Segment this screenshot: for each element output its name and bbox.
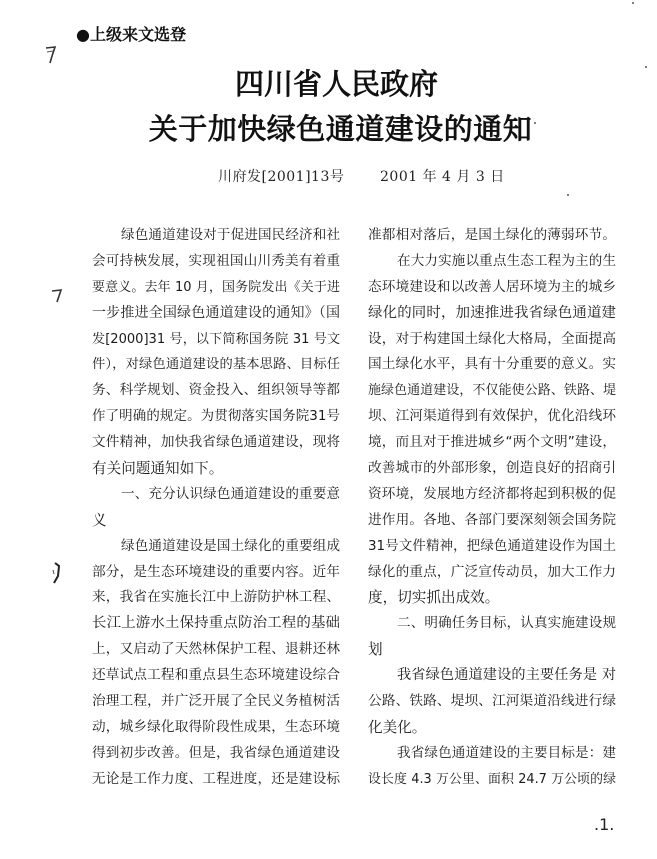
text-line: 会可持梜发展，实现祖国山川秀美有着重 bbox=[92, 252, 340, 269]
title-line-1: 四川省人民政府 bbox=[234, 67, 438, 101]
text-line: 文件精神，加快我省绿色通道建设，现将 bbox=[92, 434, 340, 451]
text-line: 国土绿化水平，具有十分重要的意义。实 bbox=[368, 356, 616, 373]
text-line: 我省绿色通道建设的主要任务是 对 bbox=[397, 667, 616, 684]
text-line: 还草试点工程和重点县生态环境建设综合 bbox=[92, 667, 340, 684]
text-line: 准都相对落后，是国土绿化的薄弱环节。 bbox=[368, 227, 616, 243]
text-line: 上，又启动了天然林保护工程、退耕还林 bbox=[92, 641, 340, 658]
text-line: 二、明确任务目标，认真实施建设规 bbox=[397, 615, 616, 632]
text-line: 作了明确的规定。为贯彻落实国务院31号 bbox=[92, 409, 340, 425]
text-line: 绿化的同时，加速推进我省绿色通道建 bbox=[368, 304, 616, 321]
text-line: 设长度 4.3 万公里、面积 24.7 万公顷的绿 bbox=[368, 771, 616, 787]
scan-speck bbox=[534, 122, 536, 124]
text-line: 度，切实抓出成效。 bbox=[368, 589, 500, 607]
text-line: 有关问题通知如下。 bbox=[92, 460, 224, 478]
section-tag: ●上级来文选登 bbox=[76, 25, 186, 44]
text-line: 发[2000]31 号，以下简称国务院 31 号文 bbox=[92, 331, 340, 347]
text-line: 部分，是生态环境建设的重要内容。近年 bbox=[92, 563, 340, 580]
binding-mark-icon bbox=[50, 287, 64, 307]
text-line: 施绿色通道建设，不仅能使公路、铁路、堤 bbox=[368, 383, 616, 399]
text-line: 态环境建设和以改善人居环境为主的城乡 bbox=[368, 278, 616, 295]
text-line: 在大力实施以重点生态工程为主的生 bbox=[397, 252, 616, 269]
text-line: 改善城市的外部形象，创造良好的招商引 bbox=[368, 460, 616, 477]
scan-speck bbox=[632, 2, 634, 4]
text-line: 化美化。 bbox=[368, 718, 427, 736]
text-line: 要意义。去年 10 月，国务院发出《关于进 bbox=[92, 279, 340, 295]
text-line: 动，城乡绿化取得阶段性成果，生态环境 bbox=[92, 718, 340, 735]
text-line: 绿化的重点，广泛宣传动员，加大工作力 bbox=[368, 563, 616, 580]
text-line: 31号文件精神，把绿色通道建设作为国土 bbox=[368, 538, 616, 554]
text-line: 设，对于构建国土绿化大格局，全面提高 bbox=[368, 330, 616, 347]
text-line: 划 bbox=[368, 641, 383, 659]
text-line: 进作用。各地、各部门要深刻领会国务院 bbox=[368, 511, 616, 528]
text-line: 义 bbox=[92, 511, 107, 529]
body-left-column bbox=[92, 223, 340, 793]
text-line: 绿色通道建设是国土绿化的重要组成 bbox=[121, 537, 340, 554]
text-line: 绿色通道建设对于促进国民经济和社 bbox=[121, 227, 340, 243]
text-line: 境，而且对于推进城乡“两个文明”建设， bbox=[368, 434, 616, 451]
page-number: .1. bbox=[594, 815, 615, 834]
text-line: 来，我省在实施长江中上游防护林工程、 bbox=[92, 589, 340, 606]
text-line: 长江上游水土保持重点防治工程的基础 bbox=[92, 615, 340, 632]
text-line: 资环境，发展地方经济都将起到积极的促 bbox=[368, 485, 616, 502]
body-right-column bbox=[368, 223, 616, 793]
text-line: 无论是工作力度、工程进度，还是建设标 bbox=[92, 770, 340, 787]
text-line: 我省绿色通道建设的主要目标是：建 bbox=[397, 744, 616, 761]
document-number: 川府发[2001]13号 bbox=[218, 169, 345, 185]
title-line-2: 关于加快绿色通道建设的通知 bbox=[148, 112, 533, 146]
text-line: 治理工程，并广泛开展了全民义务植树活 bbox=[92, 693, 340, 710]
binding-mark-icon bbox=[50, 560, 64, 586]
text-line: 得到初步改善。但是，我省绿色通道建设 bbox=[92, 744, 340, 761]
text-line: 一步推进全国绿色通道建设的通知》（国 bbox=[92, 304, 340, 321]
text-line: 坝、江河渠道得到有效保护，优化沿线环 bbox=[368, 408, 616, 425]
scan-speck bbox=[645, 66, 647, 68]
scan-speck bbox=[567, 194, 569, 196]
document-date: 2001 年 4 月 3 日 bbox=[380, 169, 505, 185]
text-line: 务、科学规划、资金投入、组织领导等都 bbox=[92, 382, 340, 399]
text-line: 件），对绿色通道建设的基本思路、目标任 bbox=[92, 357, 340, 373]
binding-mark-icon bbox=[44, 44, 58, 66]
text-line: 公路、铁路、堤坝、江河渠道沿线进行绿 bbox=[368, 693, 616, 710]
text-line: 一、充分认识绿色通道建设的重要意 bbox=[121, 485, 340, 502]
